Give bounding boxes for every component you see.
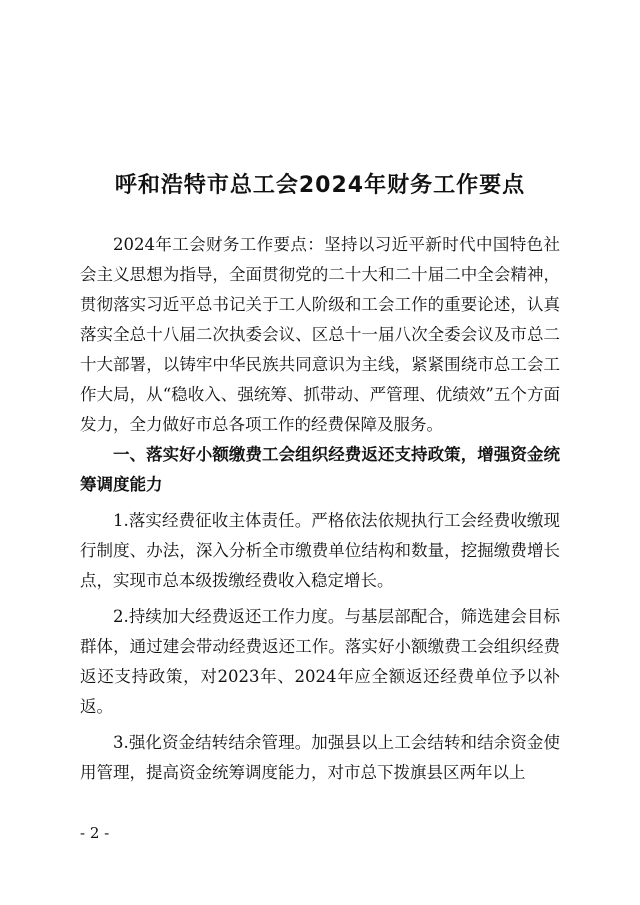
item-paragraph-2: 2.持续加大经费返还工作力度。与基层部配合，筛选建会目标群体，通过建会带动经费返还工作。落实好小额缴费工会组织经费返还支持政策，对2023年、2024年应全额返还经费单位予以补返。 [80, 607, 560, 716]
document-body [80, 230, 560, 788]
document-title: 呼和浩特市总工会2024年财务工作要点 [114, 173, 526, 198]
intro-paragraph: 2024年工会财务工作要点：坚持以习近平新时代中国特色社会主义思想为指导，全面贯彻党的二十大和二十届二中全会精神，贯彻落实习近平总书记关于工人阶级和工会工作的重要论述，认真落实全总十八届二次执委会议、区总十一届八次全委会议及市总二十大部署，以铸牢中华民族共同意识为主线，紧紧围绕市总工会工作大局，从“稳收入、强统筹、抓带动、严管理、优绩效”五个方面发力，全力做好市总各项工作的经费保障及服务。 [80, 235, 560, 434]
item-paragraph-1: 1.落实经费征收主体责任。严格依法依规执行工会经费收缴现行制度、办法，深入分析全市缴费单位结构和数量，挖掘缴费增长点，实现市总本级拨缴经费收入稳定增长。 [80, 511, 560, 590]
page-number: - 2 - [80, 824, 110, 842]
section-heading-1: 一、落实好小额缴费工会组织经费返还支持政策，增强资金统筹调度能力 [80, 445, 560, 494]
item-paragraph-3: 3.强化资金结转结余管理。加强县以上工会结转和结余资金使用管理，提高资金统筹调度能力，对市总下拨旗县区两年以上 [80, 733, 560, 782]
